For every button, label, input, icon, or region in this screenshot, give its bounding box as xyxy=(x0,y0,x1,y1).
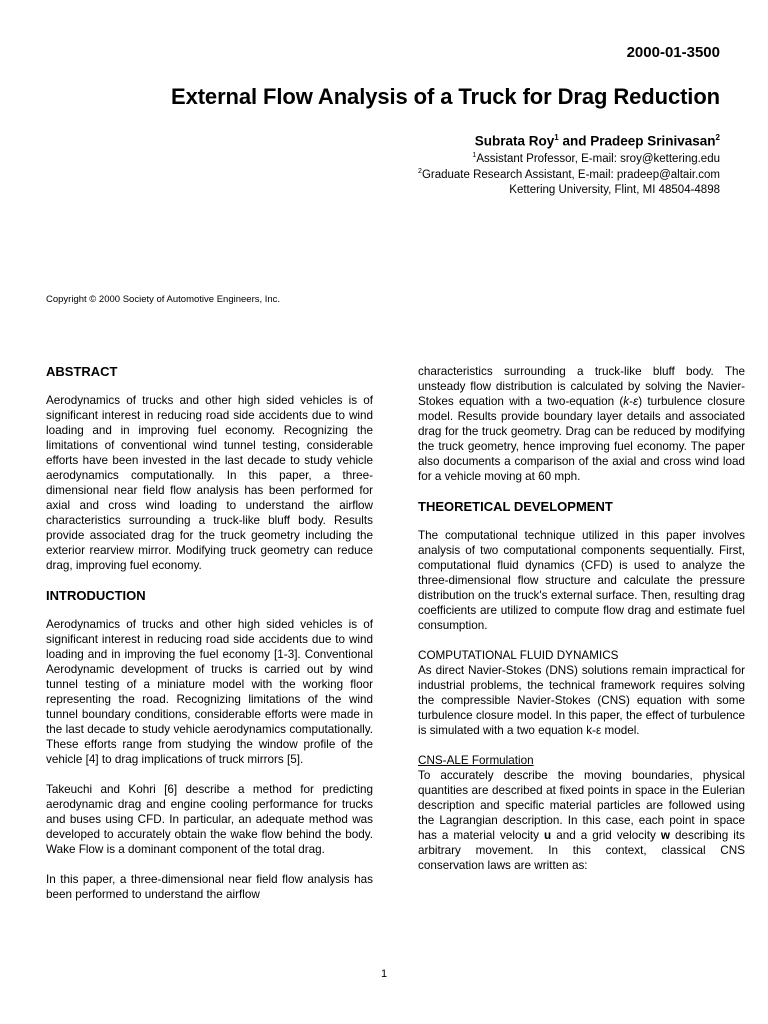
continued-paragraph xyxy=(418,364,745,484)
affiliation-1-mark: 1 xyxy=(472,152,477,159)
symbol-epsilon: ε xyxy=(633,395,639,408)
introduction-paragraph-3: In this paper, a three-dimensional near field flow analysis has been performed to understand the airflow xyxy=(46,873,373,901)
continued-text-b: ) turbulence closure model. Results provide boundary layer details and associated drag for the truck geometry. Drag can be reduced by modifying the truck geometry, hence improving fuel economy. The paper also documents a comparison of the axial and cross wind load for a vehicle moving at 60 mph. xyxy=(418,395,745,483)
introduction-heading: INTRODUCTION xyxy=(46,588,146,603)
page-number: 1 xyxy=(380,968,388,980)
introduction-paragraph-2: Takeuchi and Kohri [6] describe a method for predicting aerodynamic drag and engine cooling performance for trucks and buses using CFD. In particular, an adequate method was developed to accurately obtain the wake flow behind the body. Wake Flow is a dominant component of the total drag. xyxy=(46,783,373,856)
left-column xyxy=(46,364,373,902)
theoretical-development-paragraph: The computational technique utilized in this paper involves analysis of two computational components sequentially. First, computational fluid dynamics (CFD) is used to analyze the three-dimensional flow structure and calculate the pressure distribution on the truck's external surface. Then, resulting drag coefficients are utilized to compute flow drag and estimate fuel consumption. xyxy=(418,529,745,632)
author-1-affiliation-mark: 1 xyxy=(554,133,559,142)
author-conjunction: and xyxy=(562,133,587,149)
affiliation-1-text: Assistant Professor, E-mail: sroy@kettering.edu xyxy=(476,152,720,165)
cfd-subheading: COMPUTATIONAL FLUID DYNAMICS xyxy=(418,649,619,662)
affiliation-2-mark: 2 xyxy=(418,168,422,175)
symbol-dash: - xyxy=(629,395,634,408)
affiliation-2-text: Graduate Research Assistant, E-mail: pradeep@altair.com xyxy=(421,168,720,181)
affiliation-2 xyxy=(418,168,720,181)
continued-text-a: characteristics surrounding a truck-like bluff body. The unsteady flow distribution is calculated by solving the Navier-Stokes equation with a two-equation ( xyxy=(418,365,745,408)
cns-ale-text-b: and a grid velocity xyxy=(551,829,661,842)
affiliation-1 xyxy=(472,152,720,165)
author-line xyxy=(475,133,720,149)
author-2-affiliation-mark: 2 xyxy=(715,133,720,142)
abstract-paragraph: Aerodynamics of trucks and other high sided vehicles is of significant interest in reducing road side accidents due to wind loading and in improving fuel economy. Recognizing the limitations of conventional wind tunnel testing, considerable efforts have been invested in the last decade to study vehicle aerodynamics computationally. In this paper, a three-dimensional near field flow analysis has been performed for axial and cross wind loading to understand the airflow characteristics surrounding a truck-like bluff body. Results provide associated drag for the truck geometry including the exterior rearview mirror. Modifying truck geometry can reduce drag, improving fuel economy. xyxy=(46,394,373,572)
paper-title: External Flow Analysis of a Truck for Drag Reduction xyxy=(171,84,720,109)
abstract-heading: ABSTRACT xyxy=(46,364,118,379)
cns-ale-text-c: describing its arbitrary movement. In this context, classical CNS conservation laws are written as: xyxy=(418,829,745,872)
author-1: Subrata Roy xyxy=(474,133,555,149)
cns-ale-paragraph xyxy=(418,768,745,873)
right-column xyxy=(418,364,745,873)
affiliation-3: Kettering University, Flint, MI 48504-4898 xyxy=(509,184,720,196)
theoretical-development-heading: THEORETICAL DEVELOPMENT xyxy=(418,499,613,514)
symbol-k: k xyxy=(623,395,630,408)
author-2: Pradeep Srinivasan xyxy=(590,133,716,149)
paper-number: 2000-01-3500 xyxy=(626,44,720,61)
cns-ale-subheading: CNS-ALE Formulation xyxy=(418,754,534,767)
cfd-paragraph: As direct Navier-Stokes (DNS) solutions remain impractical for industrial problems, the technical framework requires solving the compressible Navier-Stokes (CNS) equation with some turbulence closure model. In this paper, the effect of turbulence is simulated with a two equation k-ε model. xyxy=(418,664,745,737)
symbol-u: u xyxy=(544,829,552,842)
introduction-paragraph-1: Aerodynamics of trucks and other high sided vehicles is of significant interest in reducing road side accidents due to wind loading and in improving the fuel economy [1-3]. Conventional Aerodynamic development of trucks is carried out by wind tunnel testing of a miniature model with the working floor representing the road. Recognizing limitations of the wind tunnel boundary conditions, considerable efforts were made in the last decade to study vehicle aerodynamics computationally. These efforts range from studying the window profile of the vehicle [4] to drag implications of truck mirrors [5]. xyxy=(46,618,373,766)
copyright-notice: Copyright © 2000 Society of Automotive Engineers, Inc. xyxy=(46,294,281,305)
cns-ale-text-a: To accurately describe the moving boundaries, physical quantities are described at fixed points in space in the Eulerian description and specific material particles are followed using the Lagrangian description. In this case, each point in space has a material velocity xyxy=(418,769,745,842)
symbol-w: w xyxy=(660,829,670,842)
